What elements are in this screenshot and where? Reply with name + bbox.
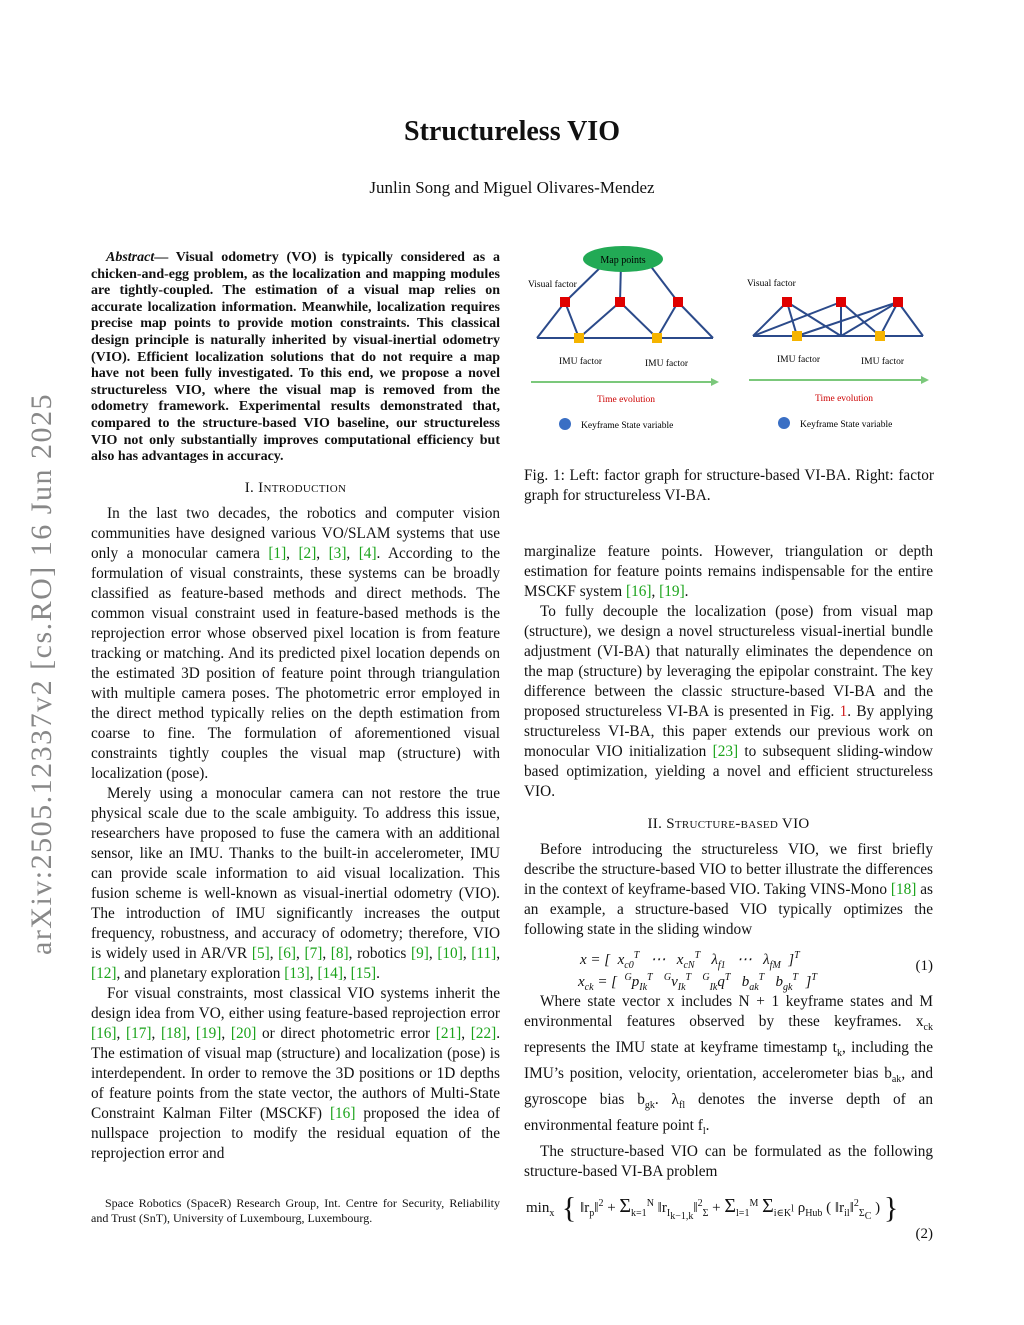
citation-link[interactable]: [3]	[328, 544, 347, 562]
imu-factor-label: IMU factor	[777, 355, 820, 365]
time-evolution-label: Time evolution	[815, 394, 873, 404]
section-number: II.	[647, 816, 667, 832]
visual-factor-square	[560, 297, 570, 307]
keyframe-legend-label: Keyframe State variable	[800, 420, 893, 430]
time-arrow-head	[711, 378, 719, 386]
section-title: Introduction	[258, 479, 347, 496]
paragraph-structureless-vi-ba: To fully decouple the localization (pose) from visual map (structure), we design a novel structureless visual-inertial bundle adjustment (VI-BA) that naturally eliminates the dependence on the map (structure) by leveraging the epipolar constraint. The key difference between the classic structure-based VI-BA and the proposed structureless VI-BA is presented in Fig. 1. By applying structureless VI-BA, this paper extends our previous work on monocular VIO initialization [23] to subsequent sliding-window based optimization, yielding a novel and efficient structureless VIO.	[524, 603, 933, 800]
intro-paragraph-2: Merely using a monocular camera can not restore the true physical scale due to the scale ambiguity. To address this issue, researchers have proposed to fuse the camera with an additional sensor, like an IMU. Thanks to the built-in accelerometer, IMU can provide scale information to aid visual localization. This fusion scheme is well-known as visual-inertial odometry (VIO). The introduction of IMU significantly increases the output frequency, robustness, and accuracy of odometry; therefore, VIO is widely used in AR/VR [5], [6], [7], [8], robotics [9], [10], [11], [12], and planetary exploration [13], [14], [15].	[91, 784, 501, 982]
figure-reference-link[interactable]: 1	[839, 703, 848, 720]
equation-2	[524, 1184, 933, 1246]
visual-factor-square	[893, 297, 903, 307]
left-column	[91, 250, 500, 1164]
abstract-label: Abstract	[106, 250, 155, 265]
paper-authors: Junlin Song and Miguel Olivares-Mendez	[369, 178, 655, 197]
structure-based-graph	[528, 246, 719, 431]
intro-paragraph-3: For visual constraints, most classical VIO systems inherit the design idea from VO, either using feature-based reprojection error [16], [17], [18], [19], [20] or direct photometric error [21], [22]. The estimation of visual map (structure) and localization (pose) is interdependent. In order to remove the 3D positions or 1D depths of feature points from the state vector, the authors of Multi-State Constraint Kalman Filter (MSCKF) [16] proposed the idea of nullspace projection to modify the residual equation of the reprojection error and	[91, 984, 501, 1162]
time-arrow-head	[921, 376, 929, 384]
visual-factor-label: Visual factor	[747, 279, 796, 289]
section-heading-structure-based-vio	[524, 814, 933, 834]
affiliation-footnote: Space Robotics (SpaceR) Research Group, Int. Centre for Security, Reliability and Trust (SnT), University of Luxembourg, Luxembourg.	[91, 1196, 500, 1225]
imu-factor-square	[792, 331, 802, 341]
imu-factor-square	[652, 333, 662, 343]
citation-link[interactable]: [17]	[125, 1024, 152, 1042]
citation-link[interactable]: [18]	[160, 1024, 187, 1042]
keyframe-legend-icon	[778, 417, 790, 429]
equation-1	[524, 944, 933, 993]
citation-link[interactable]: [9]	[411, 944, 429, 962]
citation-link[interactable]: [19]	[659, 583, 685, 600]
citation-link[interactable]: [21]	[435, 1024, 462, 1042]
intro-paragraph-1: In the last two decades, the robotics and computer vision communities have designed various VO/SLAM systems that use only a monocular camera [1], [2], [3], [4]. According to the formulation of visual constraints, these systems can be broadly classified as feature-based methods and direct methods. The common visual constraint used in feature-based methods is the reprojection error whose observed pixel location is from feature tracking or matching. And its predicted pixel location depends on the estimated 3D position of feature point through triangulation with multiple camera poses. The photometric error employed in the direct method typically relies on the depth estimation from coarse to fine. The formulation of aforementioned visual constraints tightly couples the visual map (structure) with localization (pose).	[91, 504, 501, 782]
paragraph-vi-ba-problem: The structure-based VIO can be formulated as the following structure-based VI-BA problem	[524, 1143, 933, 1181]
citation-link[interactable]: [2]	[298, 544, 317, 562]
citation-link[interactable]: [12]	[91, 964, 117, 982]
citation-link[interactable]: [16]	[626, 583, 652, 600]
citation-link[interactable]: [16]	[329, 1104, 356, 1122]
keyframe-legend-icon	[559, 418, 571, 430]
figure-caption: Fig. 1: Left: factor graph for structure-based VI-BA. Right: factor graph for structureless VI-BA.	[524, 467, 934, 504]
section-title: Structure-based VIO	[666, 816, 810, 832]
visual-factor-square	[673, 297, 683, 307]
right-column	[524, 542, 933, 1248]
citation-link[interactable]: [10]	[437, 944, 463, 962]
imu-factor-label: IMU factor	[559, 357, 602, 367]
citation-link[interactable]: [7]	[304, 944, 323, 962]
citation-link[interactable]: [19]	[195, 1024, 222, 1042]
citation-link[interactable]: [4]	[358, 544, 377, 562]
equation-number: (2)	[915, 1226, 933, 1243]
imu-factor-label: IMU factor	[861, 357, 904, 367]
citation-link[interactable]: [5]	[251, 944, 270, 962]
section-number: I.	[244, 479, 259, 496]
visual-factor-label: Visual factor	[528, 280, 577, 290]
abstract-text: — Visual odometry (VO) is typically considered as a chicken-and-egg problem, as the localization and mapping modules are tightly-coupled. The estimation of a visual map relies on accurate localization information. Meanwhile, localization requires precise map points to provide motion constraints. This classical design principle is naturally inherited by visual-inertial odometry (VIO). Efficient localization solutions that do not require a map have not been fully investigated. To this end, we propose a novel structureless VIO, where the visual map is removed from the odometry framework. Experimental results demonstrated that, compared to the structure-based VIO baseline, our structureless VIO not only substantially improves computational efficiency but also has advantages in accuracy.	[91, 250, 500, 465]
structureless-graph	[747, 278, 929, 430]
equation-1-line-2: $x_{ck}$ = [ $^Gp_{Ik}^T$ $^Gv_{Ik}^T$ $^G_{Ik}q^T$ $b_{ak}^T$ $b_{gk}^T$ ]$^T$	[578, 972, 817, 993]
citation-link[interactable]: [11]	[471, 944, 497, 962]
paper-title: Structureless VIO	[404, 116, 620, 147]
citation-link[interactable]: [8]	[330, 944, 349, 962]
section-heading-introduction	[91, 478, 500, 498]
paragraph-msckf: marginalize feature points. However, triangulation or depth estimation for feature points remains indispensable for the entire MSCKF system [16], [19].	[524, 543, 933, 600]
equation-number: (1)	[915, 958, 933, 974]
citation-link[interactable]: [6]	[278, 944, 296, 962]
citation-link[interactable]: [22]	[470, 1024, 497, 1042]
visual-factor-square	[782, 297, 792, 307]
visual-factor-square	[836, 297, 846, 307]
paragraph-vins-mono: Before introducing the structureless VIO, we first briefly describe the structure-based VIO to better illustrate the differences in the context of keyframe-based VIO. Taking VINS-Mono [18] as an example, a structure-based VIO typically optimizes the following state in the sliding window	[524, 841, 933, 938]
citation-link[interactable]: [23]	[712, 743, 739, 760]
visual-factor-square	[615, 297, 625, 307]
citation-link[interactable]: [1]	[268, 544, 287, 562]
equation-2-body: $\min_x$ { $‖r_p‖^2 + \Sigma_{k=1}^N$ $‖r_{I_{k-1,k}}‖^2_\Sigma + \Sigma_{l=1}^M$ $\Sigma_{i\in K^l}$ $\rho_{Hub}$ ( $‖r_{il}‖^2_{\Sigma_C}$ ) }	[526, 1191, 899, 1225]
citation-link[interactable]: [18]	[890, 881, 917, 898]
abstract	[91, 250, 500, 466]
citation-link[interactable]: [15]	[350, 964, 377, 982]
arxiv-identifier: arXiv:2505.12337v2 [cs.RO] 16 Jun 2025	[25, 393, 58, 955]
equation-1-line-1: x = [ $x_{c0}^T$ ⋯ $x_{cN}^T$ $\lambda_{f1}$ ⋯ $\lambda_{fM}$ ]$^T$	[580, 950, 800, 971]
imu-factor-label: IMU factor	[645, 359, 688, 369]
citation-link[interactable]: [20]	[230, 1024, 257, 1042]
paragraph-state-description: Where state vector x includes N + 1 keyframe states and M environmental features observed by these keyframes. $x_{ck}$ represents the IMU state at keyframe timestamp $t_k$, including the IMU’s position, velocity, orientation, accelerometer bias $b_{ak}$, and gyroscope bias $b_{gk}$. $\lambda_{fl}$ denotes the inverse depth of an environmental feature point $f_l$.	[524, 993, 933, 1138]
factor-graph-figure	[523, 242, 935, 442]
map-points-label: Map points	[600, 255, 646, 266]
keyframe-legend-label: Keyframe State variable	[581, 421, 674, 431]
citation-link[interactable]: [13]	[284, 964, 310, 982]
citation-link[interactable]: [16]	[91, 1024, 117, 1042]
imu-factor-square	[875, 331, 885, 341]
imu-factor-square	[574, 333, 584, 343]
citation-link[interactable]: [14]	[317, 964, 343, 982]
time-evolution-label: Time evolution	[597, 395, 655, 405]
